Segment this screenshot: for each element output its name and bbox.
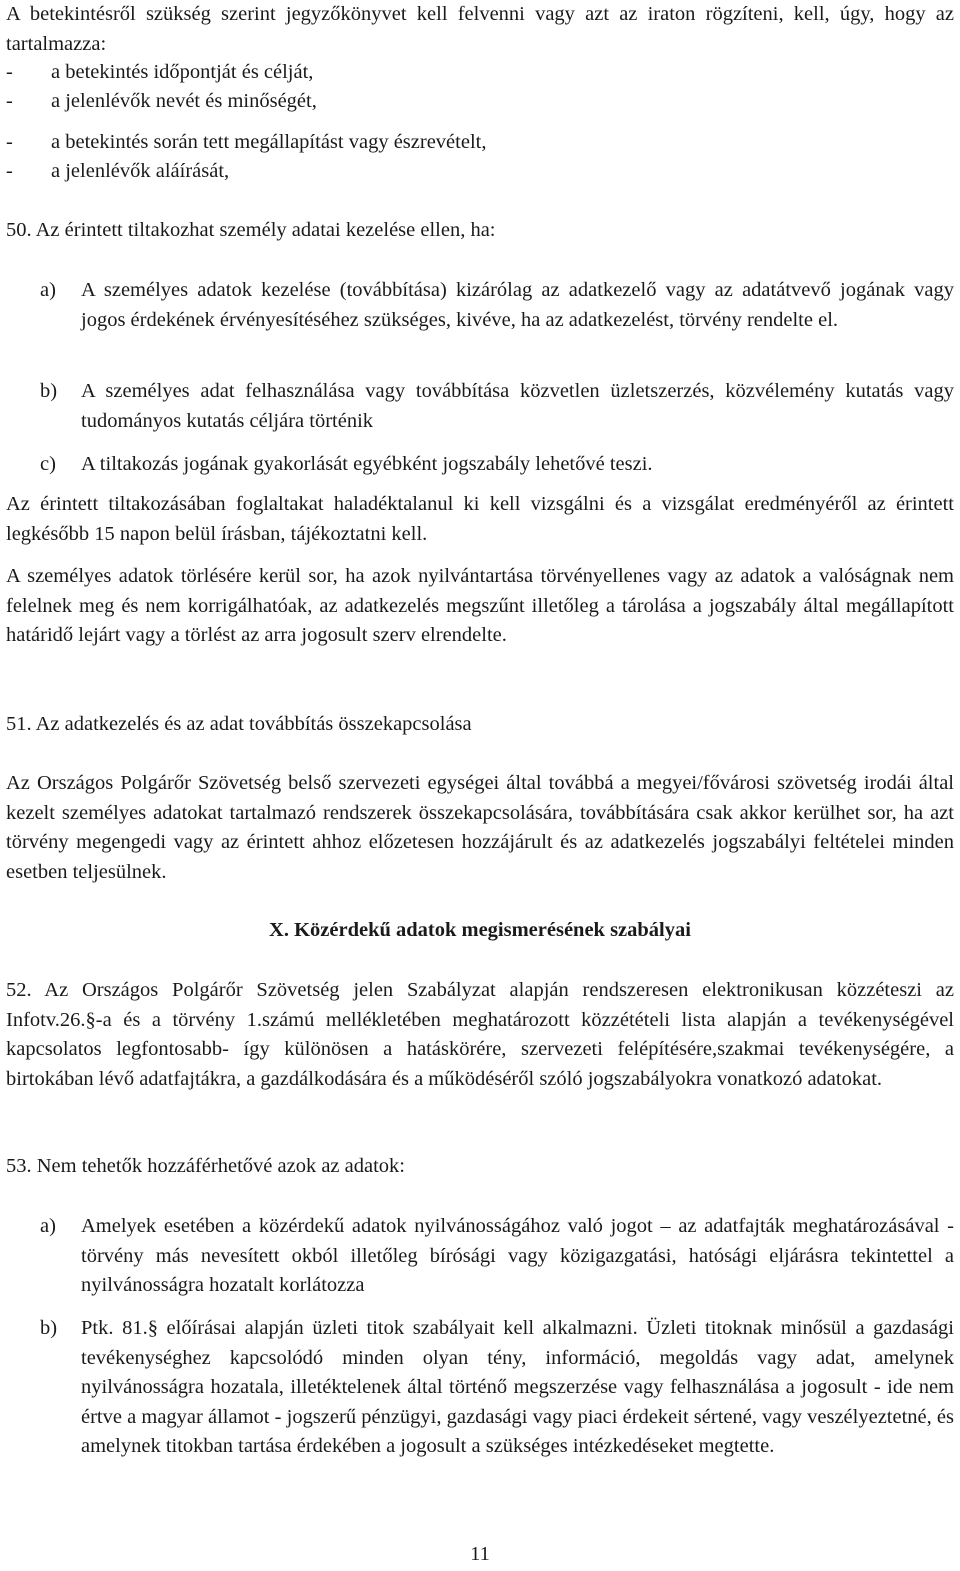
list-item-text: Ptk. 81.§ előírásai alapján üzleti titok szabályait kell alkalmazni. Üzleti titoknak minősül a gazdasági tevékenységhez kapcsolódó minden olyan tény, információ, megoldás vagy adat, amelynek nyilvánosságra hozatala, illetéktelenek által történő megszerzése vagy felhasználása a jogosult - ide nem értve a magyar államot - jogszerű pénzügyi, gazdasági vagy piaci érdekeit sértené, vagy veszélyeztetné, és amelynek titokban tartása érdekében a jogosult a szükséges intézkedéseket megtette. <box>81 1317 954 1457</box>
paragraph-deletion: A személyes adatok törlésére kerül sor, ha azok nyilvántartása törvényellenes vagy az adatok a valóságnak nem felelnek meg és nem korrigálhatóak, az adatkezelés megszűnt illetőleg a tárolása a jogszabály által megállapított határidő lejárt vagy a törlést az arra jogosult szerv elrendelte. <box>6 565 954 646</box>
list-item-text: A tiltakozás jogának gyakorlását egyébként jogszabály lehetővé teszi. <box>81 453 653 475</box>
list-marker: b) <box>40 1317 58 1339</box>
dash-item-text: a jelenlévők aláírását, <box>51 160 230 182</box>
list-item <box>40 276 954 335</box>
dash-item: - a jelenlévők nevét és minőségét, <box>6 90 317 112</box>
dash-item: - a betekintés időpontját és célját, <box>6 61 314 83</box>
dash-item-text: a jelenlévők nevét és minőségét, <box>51 90 317 112</box>
dash-item-text: a betekintés időpontját és célját, <box>51 61 314 83</box>
section-50-heading: 50. Az érintett tiltakozhat személy adatai kezelése ellen, ha: <box>6 219 496 241</box>
list-item <box>40 1212 954 1301</box>
intro-paragraph: A betekintésről szükség szerint jegyzőkönyvet kell felvenni vagy azt az iraton rögzíteni, kell, úgy, hogy az tartalmazza: <box>6 3 954 55</box>
list-item <box>40 1314 954 1462</box>
dash-item: - a betekintés során tett megállapítást vagy észrevételt, <box>6 131 487 153</box>
page-number: 11 <box>470 1543 490 1565</box>
list-item-text: A személyes adat felhasználása vagy továbbítása közvetlen üzletszerzés, közvélemény kutatás vagy tudományos kutatás céljára történik <box>81 380 954 432</box>
list-marker: a) <box>40 1215 56 1237</box>
chapter-title: X. Közérdekű adatok megismerésének szabályai <box>269 919 691 941</box>
list-item-text: A személyes adatok kezelése (továbbítása) kizárólag az adatkezelő vagy az adatátvevő jogának vagy jogos érdekének érvényesítéséhez szükséges, kivéve, ha az adatkezelést, törvény rendelte el. <box>81 279 954 331</box>
section-52-paragraph: 52. Az Országos Polgárőr Szövetség jelen Szabályzat alapján rendszeresen elektronikusan közzéteszi az Infotv.26.§-a és a törvény 1.számú mellékletében meghatározott közzétételi lista alapján a tevékenységével kapcsolatos legfontosabb- így különösen a hatáskörére, szervezeti felépítésére,szakmai tevékenységére, a birtokában lévő adatfajtákra, a gazdálkodására és a működéséről szóló jogszabályokra vonatkozó adatokat. <box>6 979 954 1090</box>
dash-item: - a jelenlévők aláírását, <box>6 160 230 182</box>
list-item <box>40 377 954 436</box>
dash-item-text: a betekintés során tett megállapítást vagy észrevételt, <box>51 131 487 153</box>
section-53-heading: 53. Nem tehetők hozzáférhetővé azok az adatok: <box>6 1155 405 1177</box>
list-item-text: Amelyek esetében a közérdekű adatok nyilvánosságához való jogot – az adatfajták meghatározásával - törvény más nevesített okból illetőleg bírósági vagy közigazgatási, hatósági eljárásra tekintettel a nyilvánosságra hozatalt korlátozza <box>81 1215 954 1296</box>
list-marker: b) <box>40 380 58 402</box>
list-marker: c) <box>40 453 56 475</box>
list-marker: a) <box>40 279 56 301</box>
paragraph-objection: Az érintett tiltakozásában foglaltakat haladéktalanul ki kell vizsgálni és a vizsgálat eredményéről az érintett legkésőbb 15 napon belül írásban, tájékoztatni kell. <box>6 493 954 545</box>
section-51-paragraph: Az Országos Polgárőr Szövetség belső szervezeti egységei által továbbá a megyei/fővárosi szövetség irodái által kezelt személyes adatokat tartalmazó rendszerek összekapcsolására, továbbítására csak akkor kerülhet sor, ha azt törvény megengedi vagy az érintett ahhoz előzetesen hozzájárult és az adatkezelés jogszabályi feltételei minden esetben teljesülnek. <box>6 772 954 883</box>
section-51-heading: 51. Az adatkezelés és az adat továbbítás összekapcsolása <box>6 713 472 735</box>
list-item <box>40 450 954 480</box>
